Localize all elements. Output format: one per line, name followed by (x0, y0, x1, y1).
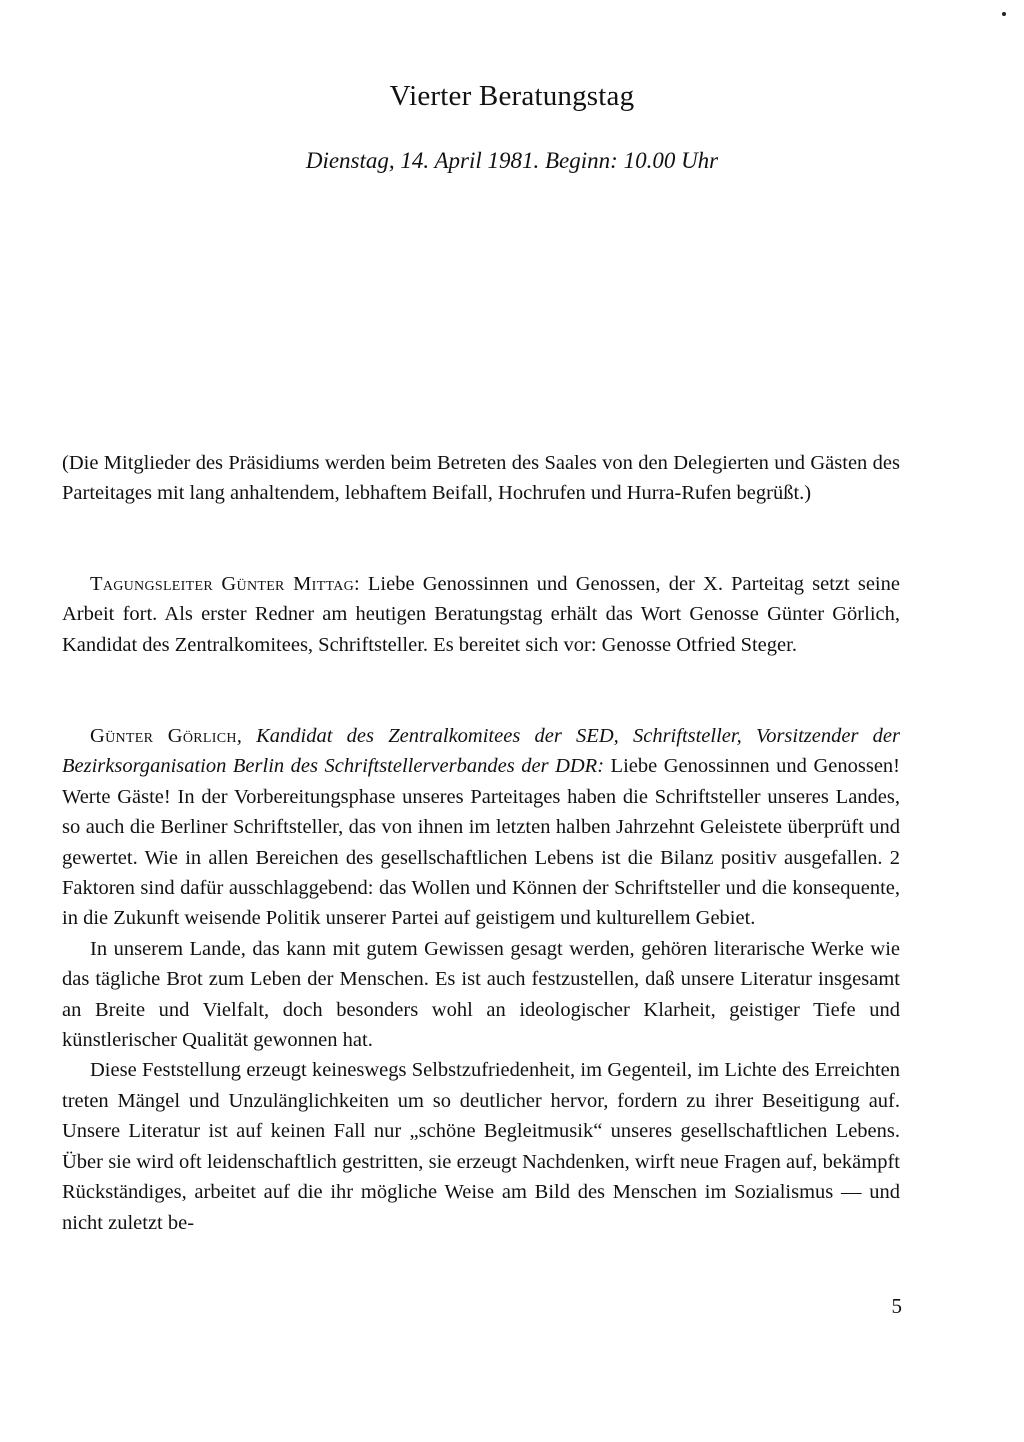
chair-text: : Liebe Genossinnen und Genossen, der X. Parteitag setzt seine Arbeit fort. Als erster Redner am heutigen Beratungstag erhält das Wort Genosse Günter Görlich, Kandidat des Zentralkomitees, Schriftsteller. Es bereitet sich vor: Genosse Otfried Steger. (62, 573, 900, 656)
chair-statement (62, 569, 900, 660)
chair-speaker-name: Tagungsleiter Günter Mittag (90, 573, 355, 595)
page-number: 5 (891, 1294, 902, 1318)
speech-paragraph-3: Diese Feststellung erzeugt keineswegs Selbstzufriedenheit, im Gegenteil, im Lichte des Erreichten treten Mängel und Unzulänglichkeiten um so deutlicher hervor, fordern zu ihrer Beseitigung auf. Unsere Literatur ist auf keinen Fall nur „schöne Begleitmusik“ unseres gesellschaftlichen Lebens. Über sie wird oft leidenschaftlich gestritten, sie erzeugt Nachdenken, wirft neue Fragen auf, bekämpft Rückständiges, arbeitet auf die ihr mögliche Weise am Bild des Menschen im Sozialismus — und nicht zuletzt be- (62, 1059, 900, 1234)
session-date: Dienstag, 14. April 1981. Beginn: 10.00 Uhr (305, 148, 719, 173)
opening-note (62, 448, 900, 509)
page-title: Vierter Beratungstag (389, 80, 635, 112)
speech-paragraph-2: In unserem Lande, das kann mit gutem Gewissen gesagt werden, gehören literarische Werke wie das tägliche Brot zum Leben der Menschen. Es ist auch festzustellen, daß unsere Literatur insgesamt an Breite und Vielfalt, doch besonders wohl an ideologischer Klarheit, geistiger Tiefe und künstlerischer Qualität gewonnen hat. (62, 937, 900, 1052)
chair-paragraph (62, 569, 900, 660)
speech-text-1: Liebe Genossinnen und Genossen! Werte Gäste! In der Vorbereitungsphase unseres Parteitages haben die Schriftsteller unseres Landes, so auch die Berliner Schriftsteller, das von ihnen im letzten halben Jahrzehnt Geleistete überprüft und gewertet. Wie in allen Bereichen des gesellschaftlichen Lebens ist die Bilanz positiv ausgefallen. 2 Faktoren sind dafür ausschlaggebend: das Wollen und Können der Schriftsteller und die konsequente, in die Zukunft weisende Politik unserer Partei auf geistigem und kulturellem Gebiet. (62, 755, 900, 930)
speech-paragraph-1 (62, 721, 900, 934)
speech (62, 721, 900, 1238)
speech-speaker-name: Günter Görlich (90, 725, 237, 747)
speech-speaker-role: , Kandidat des Zentralkomitees der SED, Schriftsteller, Vorsitzender der Bezirksorganisation Berlin des Schriftstellerverbandes der DDR: (62, 725, 900, 778)
scan-speck (1002, 12, 1006, 16)
opening-note-text: (Die Mitglieder des Präsidiums werden beim Betreten des Saales von den Delegierten und Gästen des Parteitages mit lang anhaltendem, lebhaftem Beifall, Hochrufen und Hurra-Rufen begrüßt.) (62, 452, 900, 505)
